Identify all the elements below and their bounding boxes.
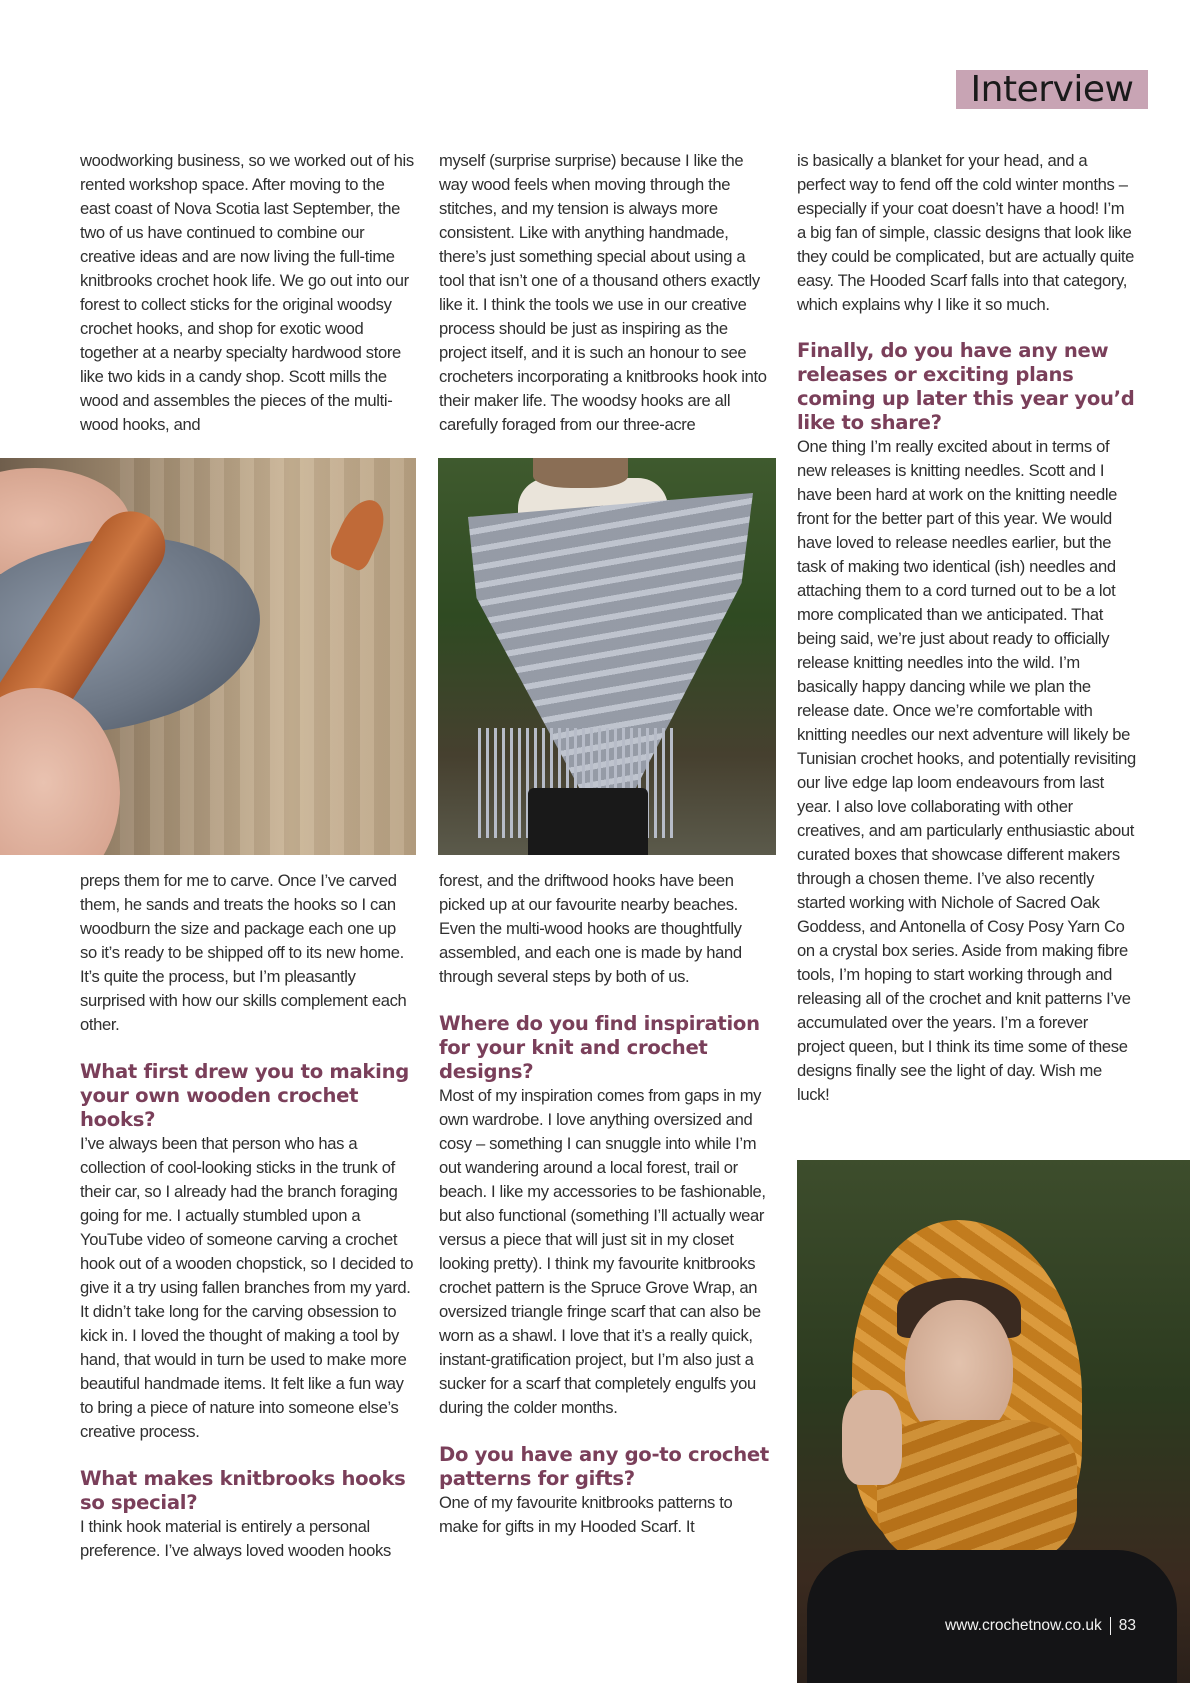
col3-text [797, 149, 1137, 1107]
col2-continued [439, 869, 774, 1539]
answer-5: One thing I’m really excited about in terms of new releases is knitting needles. Scott and I have been hard at work on the knitting needle front for the better part of this year. We would have loved to release needles earlier, but the task of making two identical (ish) needles and attaching them to a cord turned out to be a lot more complicated than we anticipated. That being said, we’re just about ready to officially release knitting needles into the wild. I’m basically happy dancing while we plan the release date. Once we’re comfortable with knitting needles our next adventure will likely be Tunisian crochet hooks, and potentially revisiting our live edge lap loom endeavours from last year. I also love collaborating with other creatives, and am particularly enthusiastic about curated boxes that showcase different makers through a chosen theme. I’ve also recently started working with Nichole of Sacred Oak Goddess, and Antonella of Cosy Posy Yarn Co on a crystal box series. Aside from making fibre tools, I’m hoping to start working through and releasing all of the crochet and knit patterns I’ve accumulated over the years. I’m a forever project queen, but I think its time some of these designs finally see the light of day. Wish me luck! [797, 437, 1136, 1104]
answer-3: Most of my inspiration comes from gaps in my own wardrobe. I love anything oversized and cosy – something I can snuggle into while I’m out wandering around a local forest, trail or beach. I like my accessories to be fashionable, but also functional (something I’ll actually wear versus a piece that will just sit in my closet looking pretty). I think my favourite knitbrooks crochet pattern is the Spruce Grove Wrap, an oversized triangle fringe scarf that can also be worn as a shawl. I love that it’s a really quick, instant-gratification project, but I’m also just a sucker for a scarf that completely engulfs you during the colder months. [439, 1086, 766, 1417]
question-heading-5: Finally, do you have any new releases or exciting plans coming up later this year you’d like to share? [797, 339, 1135, 434]
col2-intro [439, 149, 774, 437]
col1-paragraph-1: woodworking business, so we worked out of his rented workshop space. After moving to the east coast of Nova Scotia last September, the two of us have continued to combine our creative ideas and are now living the full-time knitbrooks crochet hook life. We go out into our forest to collect sticks for the original woodsy crochet hooks, and shop for exotic wood together at a nearby specialty hardwood store like two kids in a candy shop. Scott mills the wood and assembles the pieces of the multi-wood hooks, and [80, 151, 414, 434]
page-number: 83 [1118, 1617, 1136, 1634]
section-tag: Interview [956, 70, 1148, 109]
question-heading-4: Do you have any go-to crochet patterns for gifts? [439, 1443, 769, 1490]
page-footer [945, 1617, 1136, 1635]
col2-paragraph-1: myself (surprise surprise) because I like the way wood feels when moving through the stitches, and my tension is always more consistent. Like with anything handmade, there’s just something special about using a tool that isn’t one of a thousand others exactly like it. I think the tools we use in our creative process should be just as inspiring as the project itself, and it is such an honour to see crocheters incorporating a knitbrooks hook into their maker life. The woodsy hooks are all carefully foraged from our three-acre [439, 151, 767, 434]
col2-paragraph-2: forest, and the driftwood hooks have been picked up at our favourite nearby beaches. Even the multi-wood hooks are thoughtfully assembled, and each one is made by hand through several steps by both of us. [439, 871, 742, 986]
photo-hooded-scarf [797, 1160, 1190, 1683]
col3-paragraph-1: is basically a blanket for your head, and a perfect way to fend off the cold winter months – especially if your coat doesn’t have a hood! I’m a big fan of simple, classic designs that look like they could be complicated, but are actually quite easy. The Hooded Scarf falls into that category, which explains why I like it so much. [797, 151, 1135, 314]
col1-intro [80, 149, 414, 437]
photo-carving-hook [0, 458, 416, 855]
col1-continued [80, 869, 414, 1563]
answer-2: I think hook material is entirely a personal preference. I’ve always loved wooden hooks [80, 1517, 391, 1560]
question-heading-1: What first drew you to making your own wooden crochet hooks? [80, 1060, 409, 1131]
footer-url[interactable]: www.crochetnow.co.uk [944, 1617, 1102, 1634]
col1-paragraph-2: preps them for me to carve. Once I’ve carved them, he sands and treats the hooks so I can woodburn the size and package each one up so it’s ready to be shipped off to its new home. It’s quite the process, but I’m pleasantly surprised with how our skills complement each other. [80, 871, 407, 1034]
photo-spruce-grove-wrap [438, 458, 776, 855]
answer-1: I’ve always been that person who has a collection of cool-looking sticks in the trunk of their car, so I already had the branch foraging going for me. I actually stumbled upon a YouTube video of someone carving a crochet hook out of a wooden chopstick, so I decided to give it a try using fallen branches from my yard. It didn’t take long for the carving obsession to kick in. I loved the thought of making a tool by hand, that would in turn be used to make more beautiful handmade items. It felt like a fun way to bring a piece of nature into someone else’s creative process. [80, 1134, 414, 1441]
question-heading-3: Where do you find inspiration for your knit and crochet designs? [439, 1012, 760, 1083]
answer-4: One of my favourite knitbrooks patterns to make for gifts in my Hooded Scarf. It [439, 1493, 733, 1536]
question-heading-2: What makes knitbrooks hooks so special? [80, 1467, 406, 1514]
footer-separator [1110, 1617, 1111, 1635]
